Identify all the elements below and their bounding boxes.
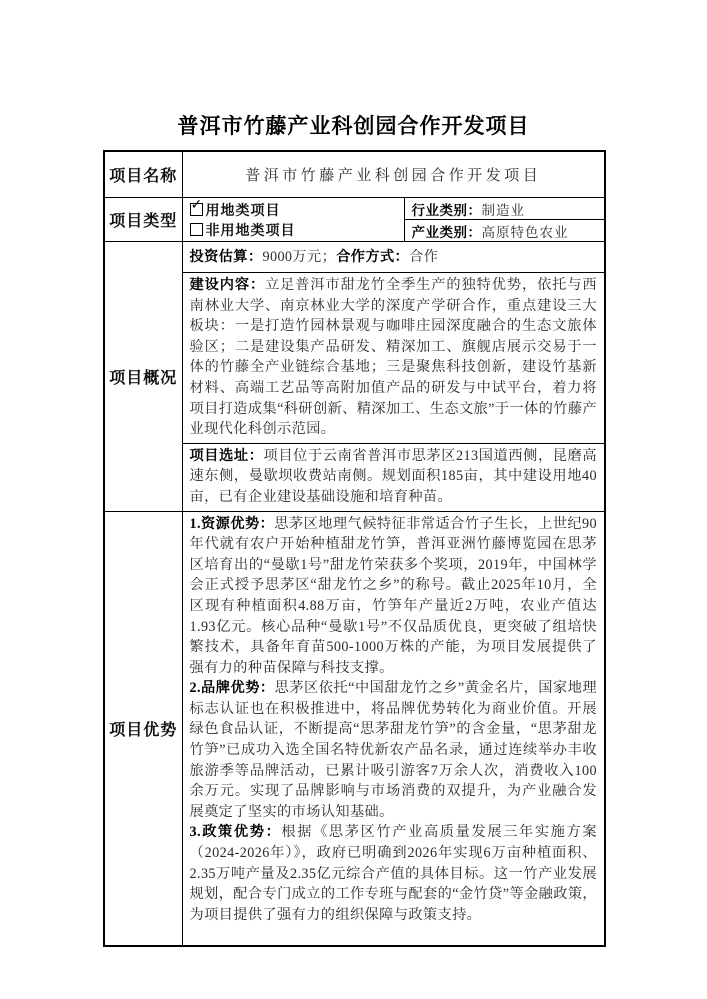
project-info-table xyxy=(103,150,606,947)
site-selection-cell xyxy=(182,443,605,511)
row-label-project-advantages: 项目优势 xyxy=(104,511,182,946)
investment-cooperation-cell xyxy=(182,242,605,273)
row-label-project-overview: 项目概况 xyxy=(104,242,182,512)
nonland-project-option-label: 非用地类项目 xyxy=(205,223,296,239)
project-type-options xyxy=(182,198,404,242)
construction-content-label: 建设内容： xyxy=(189,277,266,293)
advantage-resource-text: 思茅区地理气候特征非常适合竹子生长，上世纪90年代就有农户开始种植甜龙竹笋，普洱亚洲竹藤博览园在思茅区培育出的“曼歇1号”甜龙竹荣获多个奖项，2019年，中国林学会正式授予思茅区“甜龙竹之乡”的称号。截止2025年10月，全区现有种植面积4.88万亩，竹笋年产量近2万吨，农业产值达1.93亿元。核心品种“曼歇1号”不仅品质优良，更突破了组培快繁技术，具备年育苗500-1000万株的产能，为项目发展提供了强有力的种苗保障与科技支撑。 xyxy=(189,515,598,676)
checkbox-checked-icon[interactable]: ✓ xyxy=(190,203,203,216)
sector-category-label: 产业类别： xyxy=(411,224,482,240)
cooperation-mode-value: 合作 xyxy=(409,248,439,265)
land-project-option[interactable] xyxy=(190,196,281,219)
advantage-brand-text: 思茅区依托“中国甜龙竹之乡”黄金名片，国家地理标志认证也在积极推进中，将品牌优势转化为商业价值。开展绿色食品认证，不断提高“思茅甜龙竹笋”的含金量，“思茅甜龙竹笋”已成功入选全国名特优新农产品名录，通过连续举办丰收旅游季等品牌活动，已累计吸引游客7万余人次，消费收入100余万元。实现了品牌影响与市场消费的双提升，为产业融合发展奠定了坚实的市场认知基础。 xyxy=(189,680,598,820)
page-title: 普洱市竹藤产业科创园合作开发项目 xyxy=(177,114,530,138)
land-project-option-label: 用地类项目 xyxy=(205,203,281,219)
site-selection-label: 项目选址： xyxy=(189,447,264,464)
advantage-item-policy xyxy=(190,822,598,925)
site-selection-text: 项目位于云南省普洱市思茅区213国道西侧，昆磨高速东侧，曼歇坝收费站南侧。规划面积185亩，其中建设用地40亩，已有企业建设基础设施和培育种苗。 xyxy=(189,447,598,505)
sector-category-cell xyxy=(404,220,605,242)
row-label-project-type: 项目类型 xyxy=(104,198,182,242)
cooperation-mode-label: 合作方式： xyxy=(336,248,410,265)
investment-estimate-label: 投资估算： xyxy=(189,248,263,265)
construction-content-text: 立足普洱市甜龙竹全季生产的独特优势，依托与西南林业大学、南京林业大学的深度产学研合作，重点建设三大板块：一是打造竹园林景观与咖啡庄园深度融合的生态文旅体验区；二是建设集产品研发、精深加工、旗舰店展示交易于一体的竹藤全产业链综合基地；三是聚焦科技创新，建设竹基新材料、高端工艺品等高附加值产品的研发与中试平台，着力将项目打造成集“科研创新、精深加工、生态文旅”于一体的竹藤产业现代化科创示范园。 xyxy=(189,277,598,438)
row-label-project-name: 项目名称 xyxy=(104,151,182,198)
checkbox-unchecked-icon[interactable] xyxy=(190,223,203,236)
nonland-project-option[interactable] xyxy=(190,224,296,239)
industry-category-label: 行业类别： xyxy=(411,202,482,218)
construction-content-cell xyxy=(182,273,605,444)
advantage-resource-label: 1.资源优势： xyxy=(189,515,275,532)
advantage-item-brand xyxy=(190,678,598,822)
advantage-policy-text: 根据《思茅区竹产业高质量发展三年实施方案（2024-2026年）》，政府已明确到2026年实现6万亩种植面积、2.35万吨产量及2.35亿元综合产值的具体目标。这一竹产业发展规划，配合专门成立的工作专班与配套的“金竹贷”等金融政策，为项目提供了强有力的组织保障与政策支持。 xyxy=(189,824,598,923)
industry-category-cell xyxy=(404,198,605,220)
advantage-brand-label: 2.品牌优势： xyxy=(189,680,275,697)
project-name-value: 普洱市竹藤产业科创园合作开发项目 xyxy=(182,151,605,198)
industry-category-value: 制造业 xyxy=(481,202,525,218)
investment-estimate-value: 9000万元； xyxy=(262,248,337,265)
advantages-cell xyxy=(182,511,605,946)
advantage-item-resource xyxy=(190,514,598,679)
advantage-policy-label: 3.政策优势： xyxy=(189,824,282,841)
sector-category-value: 高原特色农业 xyxy=(481,224,569,240)
